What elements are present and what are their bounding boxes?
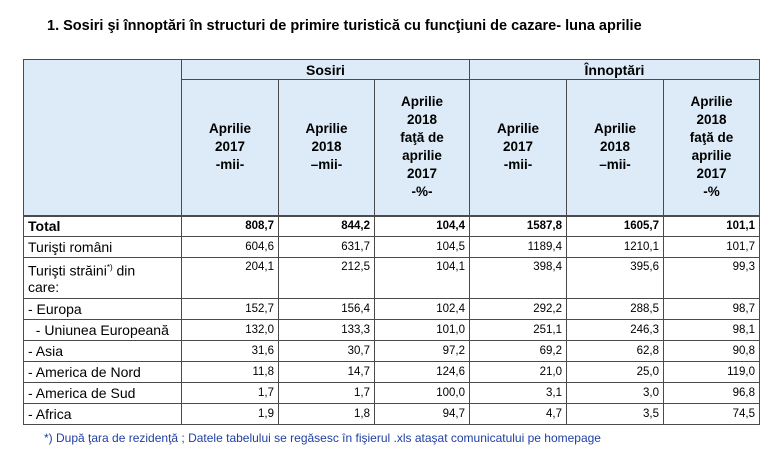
row-label-text: - Uniunea Europeană	[28, 321, 169, 338]
page-title: 1. Sosiri şi înnoptări în structuri de primire turistică cu funcţiuni de cazare- luna aprilie	[47, 18, 642, 34]
table-cell: 98,7	[664, 298, 760, 319]
column-header-line: –mii-	[599, 157, 631, 173]
column-header-sosiri-3	[375, 80, 470, 216]
table-cell: 3,0	[567, 382, 664, 403]
row-label-text: Total	[28, 218, 61, 234]
row-label-text: Turişti români	[28, 238, 113, 255]
column-header-line: Aprilie	[690, 94, 733, 110]
column-header-innoptari-1	[470, 80, 567, 216]
row-label	[24, 382, 182, 403]
table-cell: 90,8	[664, 340, 760, 361]
table-cell: 251,1	[470, 319, 567, 340]
column-header-line: Aprilie	[496, 121, 539, 137]
table-cell: 119,0	[664, 361, 760, 382]
table-body	[24, 216, 760, 425]
table-cell: 98,1	[664, 319, 760, 340]
table-cell: 3,1	[470, 382, 567, 403]
footnote-marker: *)	[106, 262, 113, 272]
row-label-text: Turişti străini	[28, 262, 107, 279]
table-cell: 99,3	[664, 257, 760, 298]
table-cell: 1189,4	[470, 236, 567, 257]
table-row	[24, 361, 760, 382]
table-cell: 102,4	[375, 298, 470, 319]
column-header-line: Aprilie	[208, 121, 251, 137]
statistics-table	[23, 59, 760, 425]
table-cell: 31,6	[182, 340, 279, 361]
column-header-line: aprilie	[691, 148, 732, 164]
table-cell: 101,1	[664, 216, 760, 237]
table-cell: 1605,7	[567, 216, 664, 237]
table-cell: 395,6	[567, 257, 664, 298]
table-cell: 246,3	[567, 319, 664, 340]
group-header-row	[24, 60, 760, 80]
row-label-tail: din	[112, 262, 136, 279]
table-cell: 124,6	[375, 361, 470, 382]
row-label	[24, 257, 182, 298]
row-label	[24, 340, 182, 361]
column-header-line: Aprilie	[593, 121, 636, 137]
column-header-line: 2017	[214, 139, 246, 155]
table-cell: 97,2	[375, 340, 470, 361]
table-cell: 62,8	[567, 340, 664, 361]
row-label-text: - America de Nord	[28, 363, 141, 380]
table-cell: 844,2	[279, 216, 375, 237]
table-cell: 104,1	[375, 257, 470, 298]
column-header-line: Aprilie	[305, 121, 348, 137]
table-cell: 21,0	[470, 361, 567, 382]
column-header-line: 2017	[406, 166, 438, 182]
table-cell: 212,5	[279, 257, 375, 298]
table-cell: 96,8	[664, 382, 760, 403]
table-cell: 398,4	[470, 257, 567, 298]
column-header-line: 2018	[311, 139, 342, 155]
row-label	[24, 298, 182, 319]
column-header-innoptari-3	[664, 80, 760, 216]
table-cell: 204,1	[182, 257, 279, 298]
table-cell: 100,0	[375, 382, 470, 403]
column-header-line: -mii-	[503, 157, 533, 173]
table-row	[24, 257, 760, 298]
row-label	[24, 361, 182, 382]
table-cell: 1,9	[182, 403, 279, 424]
table-cell: 808,7	[182, 216, 279, 237]
row-label	[24, 319, 182, 340]
table-cell: 11,8	[182, 361, 279, 382]
column-header-line: 2018	[599, 139, 631, 155]
table-cell: 288,5	[567, 298, 664, 319]
table-cell: 104,5	[375, 236, 470, 257]
table-cell: 101,7	[664, 236, 760, 257]
column-header-line: faţă de	[689, 130, 734, 146]
table-row	[24, 340, 760, 361]
column-header-line: faţă de	[400, 130, 444, 146]
row-label-header	[24, 60, 182, 216]
table-row	[24, 298, 760, 319]
table-cell: 604,6	[182, 236, 279, 257]
table-cell: 14,7	[279, 361, 375, 382]
table-cell: 94,7	[375, 403, 470, 424]
column-header-innoptari-2	[567, 80, 664, 216]
group-header-innoptari: Înnoptări	[470, 60, 760, 80]
table-cell: 4,7	[470, 403, 567, 424]
table-cell: 3,5	[567, 403, 664, 424]
table-cell: 1210,1	[567, 236, 664, 257]
table-row	[24, 236, 760, 257]
table-row	[24, 319, 760, 340]
row-label	[24, 403, 182, 424]
column-header-line: -%-	[411, 184, 433, 200]
column-header-line: -%	[703, 184, 720, 200]
table-cell: 25,0	[567, 361, 664, 382]
column-header-line: –mii-	[310, 157, 343, 173]
column-header-sosiri-2	[279, 80, 375, 216]
table-cell: 74,5	[664, 403, 760, 424]
column-header-line: -mii-	[215, 157, 245, 173]
column-header-line: 2017	[502, 139, 534, 155]
table-cell: 1,7	[182, 382, 279, 403]
column-header-line: Aprilie	[400, 94, 443, 110]
row-label-text: - Africa	[28, 405, 72, 422]
table-cell: 69,2	[470, 340, 567, 361]
column-header-line: 2018	[696, 112, 727, 128]
row-label-text: - America de Sud	[28, 384, 136, 401]
table-cell: 30,7	[279, 340, 375, 361]
footnote: *) După ţara de rezidenţă ; Datele tabelului se regăsesc în fişierul .xls ataşat comunicatului pe homepage	[44, 431, 601, 445]
table-row	[24, 382, 760, 403]
row-label-text: - Europa	[28, 300, 82, 317]
column-header-line: 2018	[406, 112, 438, 128]
column-header-line: aprilie	[402, 148, 442, 164]
column-header-line: 2017	[696, 166, 727, 182]
table-cell: 631,7	[279, 236, 375, 257]
table-cell: 132,0	[182, 319, 279, 340]
table-cell: 152,7	[182, 298, 279, 319]
table-cell: 101,0	[375, 319, 470, 340]
row-label	[24, 236, 182, 257]
table-cell: 1,8	[279, 403, 375, 424]
row-label-line2: care:	[28, 279, 60, 296]
total-row	[24, 216, 760, 237]
table-cell: 133,3	[279, 319, 375, 340]
row-label	[24, 216, 182, 237]
row-label-text: - Asia	[28, 342, 64, 359]
table-cell: 1,7	[279, 382, 375, 403]
table-cell: 156,4	[279, 298, 375, 319]
table-cell: 292,2	[470, 298, 567, 319]
table-row	[24, 403, 760, 424]
table-cell: 104,4	[375, 216, 470, 237]
table-cell: 1587,8	[470, 216, 567, 237]
group-header-sosiri: Sosiri	[182, 60, 470, 80]
column-header-sosiri-1	[182, 80, 279, 216]
